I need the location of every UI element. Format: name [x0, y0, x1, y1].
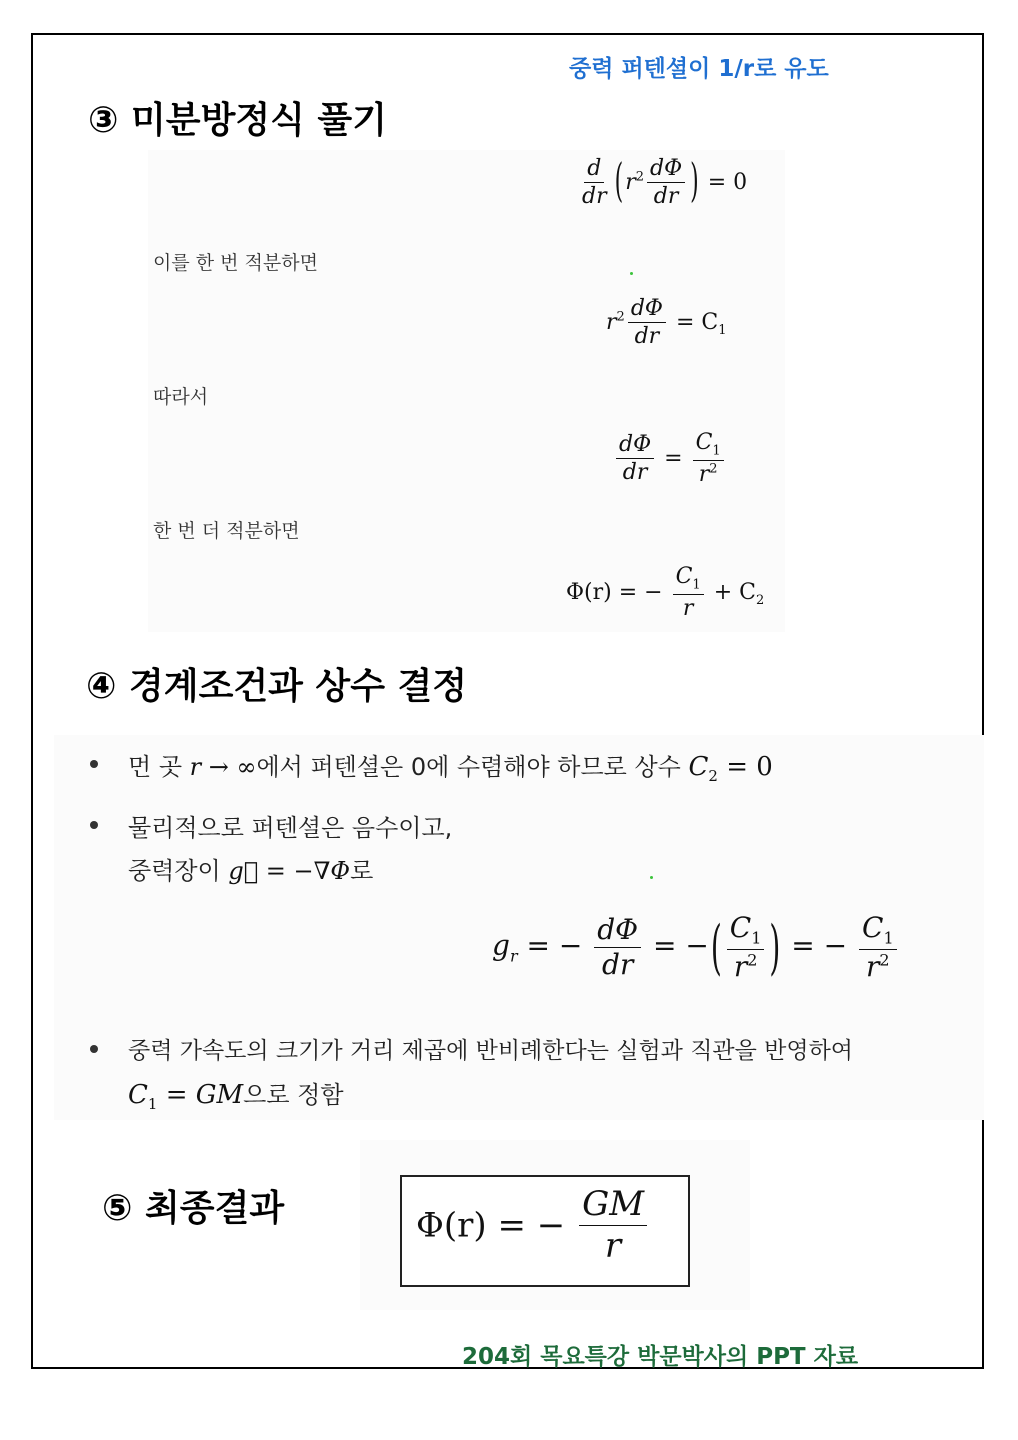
- eq-gravity-field: $g_r$ = − $\frac{d\Phi}{dr}$ = −( $\frac{C_1}{r^2}$ ) = − $\frac{C_1}{r^2}$: [492, 912, 900, 983]
- bullet-3-line1: 중력 가속도의 크기가 거리 제곱에 반비례한다는 실험과 직관을 반영하여: [128, 1038, 854, 1064]
- eq-derivative: $\frac{d\Phi}{dr}$ = $\frac{C_1}{r^2}$: [613, 430, 727, 488]
- section4-heading: ④ 경계조건과 상수 결정: [86, 666, 468, 707]
- top-note: 중력 퍼텐셜이 1/r로 유도: [569, 56, 829, 82]
- eq-first-integral: $r^2$ $\frac{d\Phi}{dr}$ = $C_1$: [606, 296, 727, 350]
- eq-differential: $\frac{d}{dr}$ ($r^2$ $\frac{d\Phi}{dr}$ ) = 0: [582, 156, 748, 210]
- section3-heading: ③ 미분방정식 풀기: [88, 100, 387, 141]
- text-integrate-once: 이를 한 번 적분하면: [153, 252, 318, 274]
- section3-panel: [148, 150, 785, 632]
- bullet-1-text: 먼 곳 r → ∞에서 퍼텐셜은 0에 수렴해야 하므로 상수 $C_2 = 0$: [128, 752, 773, 785]
- bullet-2-line2: 중력장이 g⃗ = −∇Φ로: [128, 857, 374, 885]
- eq-potential-general: Φ(r) = − $\frac{C_1}{r}$ + $C_2$: [566, 564, 765, 622]
- bullet-3-line2: $C_1$ = GM으로 정함: [128, 1080, 344, 1113]
- bullet-3: [90, 1045, 98, 1053]
- stray-dot: [630, 272, 633, 275]
- bullet-1: [90, 760, 98, 768]
- bullet-2: [90, 821, 98, 829]
- bullet-2-line1: 물리적으로 퍼텐셜은 음수이고,: [128, 814, 453, 842]
- text-integrate-again: 한 번 더 적분하면: [153, 520, 300, 542]
- section5-heading: ⑤ 최종결과: [102, 1188, 285, 1229]
- final-result-box: Φ(r) = − $\frac{GM}{r}$: [400, 1175, 690, 1287]
- text-therefore: 따라서: [153, 386, 209, 408]
- stray-dot-2: [650, 876, 653, 879]
- footer-credit: 204회 목요특강 박문박사의 PPT 자료: [462, 1344, 859, 1370]
